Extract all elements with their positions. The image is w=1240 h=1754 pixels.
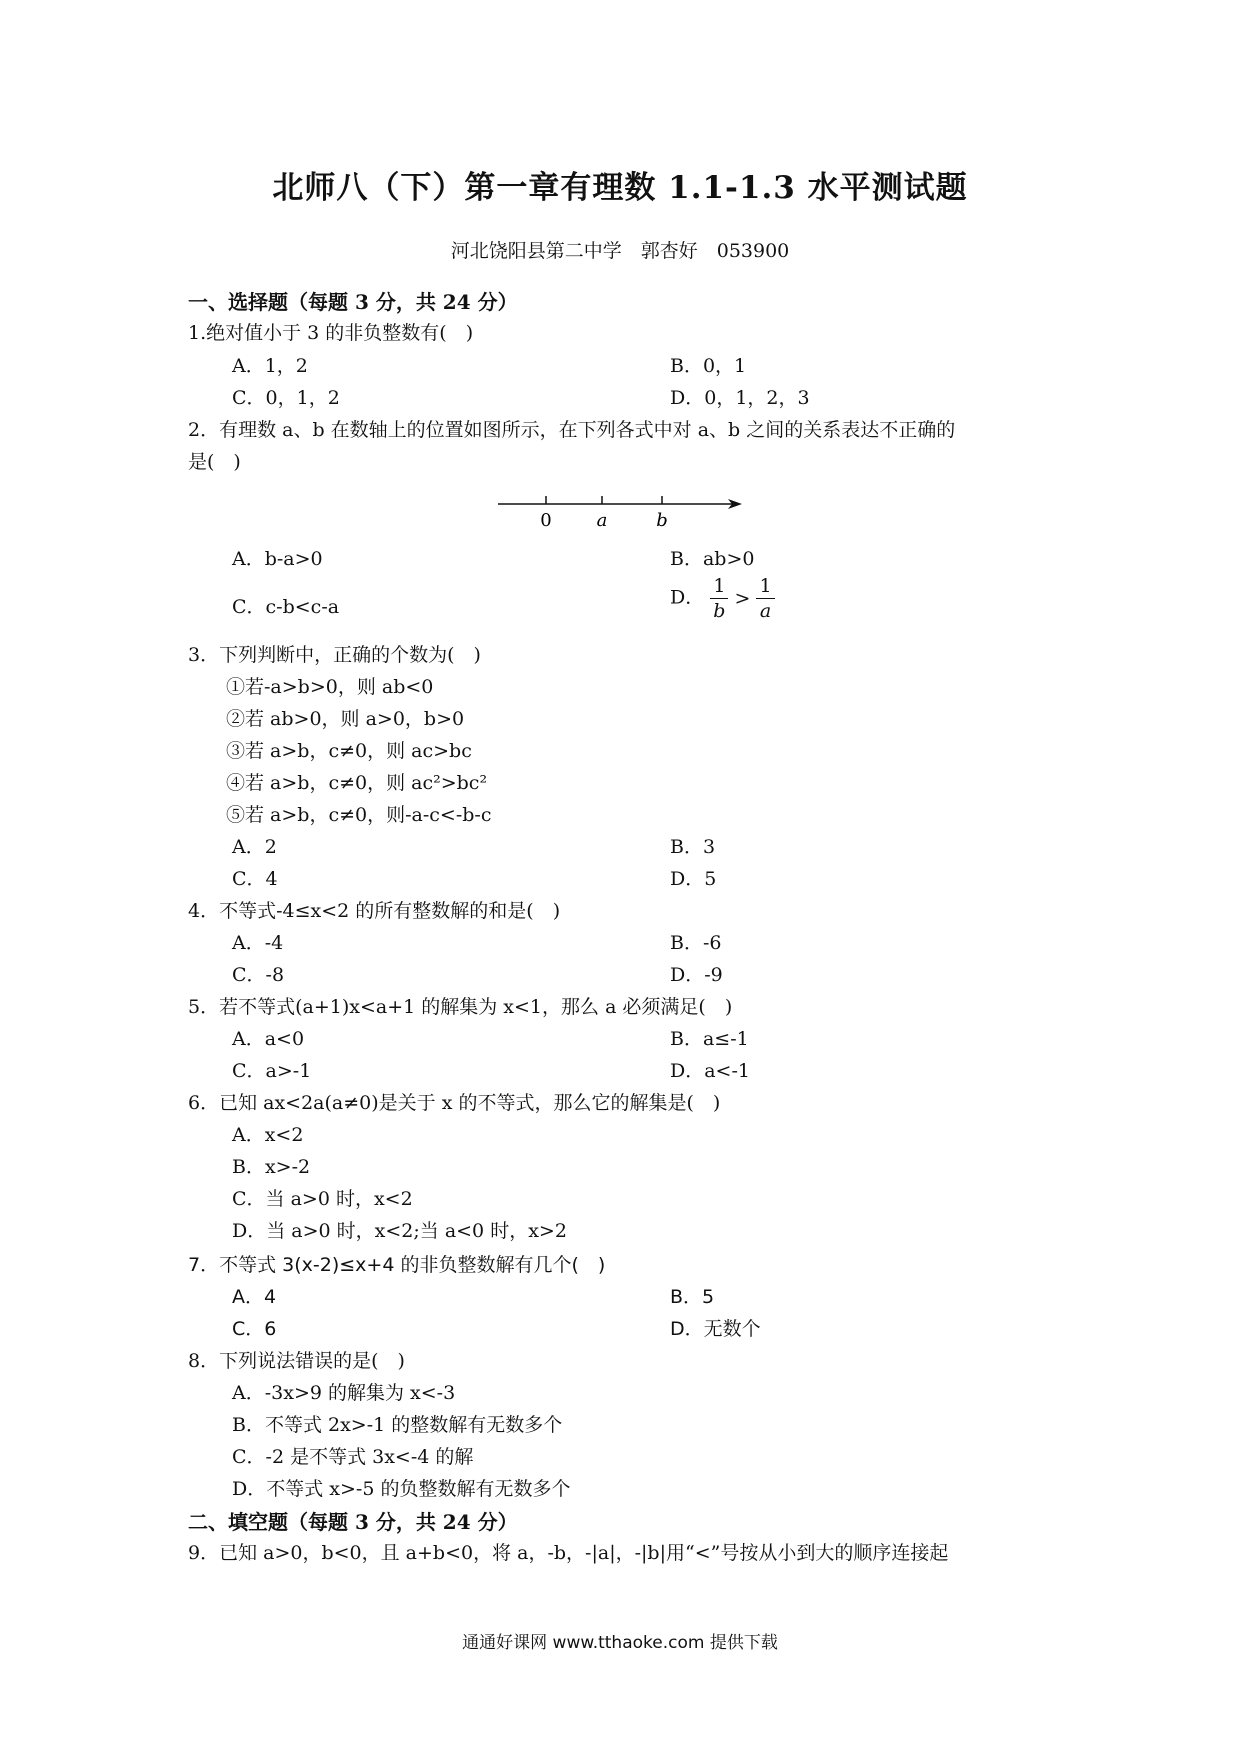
q3-statement-5: ⑤若 a>b，c≠0，则-a-c<-b-c <box>226 804 492 826</box>
greater-than-sign: > <box>734 587 751 610</box>
fraction-one-over-a <box>756 574 774 623</box>
q2-option-d-label: D． <box>670 586 705 609</box>
q3-option-c: C．4 <box>232 868 278 890</box>
question-2-line1: 2．有理数 a、b 在数轴上的位置如图所示，在下列各式中对 a、b 之间的关系表达不正确的 <box>188 419 956 441</box>
section-fill-heading: 二、填空题（每题 3 分，共 24 分） <box>188 1510 518 1534</box>
q6-option-a: A．x<2 <box>232 1124 304 1146</box>
q4-option-a: A．-4 <box>232 932 284 954</box>
q4-option-c: C．-8 <box>232 964 285 986</box>
fraction-numerator: 1 <box>756 574 774 599</box>
question-2-line2: 是( ) <box>188 451 241 473</box>
q8-option-a: A．-3x>9 的解集为 x<-3 <box>232 1382 456 1404</box>
page-title: 北师八（下）第一章有理数 1.1-1.3 水平测试题 <box>272 170 968 206</box>
question-6: 6．已知 ax<2a(a≠0)是关于 x 的不等式，那么它的解集是( ) <box>188 1092 721 1114</box>
q8-option-b: B．不等式 2x>-1 的整数解有无数多个 <box>232 1414 563 1436</box>
q3-statement-2: ②若 ab>0，则 a>0，b>0 <box>226 708 465 730</box>
q2-option-a: A．b-a>0 <box>232 548 323 570</box>
fraction-denominator: a <box>759 600 772 622</box>
question-1: 1.绝对值小于 3 的非负整数有( ) <box>188 322 474 344</box>
fraction-one-over-b <box>710 574 728 623</box>
q5-option-d: D．a<-1 <box>670 1060 750 1082</box>
q6-option-b: B．x>-2 <box>232 1156 311 1178</box>
author-line: 河北饶阳县第二中学 郭杏好 053900 <box>450 240 790 262</box>
q3-statement-4: ④若 a>b，c≠0，则 ac²>bc² <box>226 772 488 794</box>
q2-option-c: C．c-b<c-a <box>232 596 340 618</box>
q5-option-c: C．a>-1 <box>232 1060 312 1082</box>
q7-option-a: A．4 <box>232 1286 277 1308</box>
q6-option-c: C．当 a>0 时，x<2 <box>232 1188 413 1210</box>
axis-label-a: a <box>596 510 608 531</box>
question-5: 5．若不等式(a+1)x<a+1 的解集为 x<1，那么 a 必须满足( ) <box>188 996 733 1018</box>
question-3: 3．下列判断中，正确的个数为( ) <box>188 644 481 666</box>
section-choice-heading: 一、选择题（每题 3 分，共 24 分） <box>188 290 518 314</box>
q3-option-b: B．3 <box>670 836 716 858</box>
q4-option-b: B．-6 <box>670 932 722 954</box>
q5-option-a: A．a<0 <box>232 1028 305 1050</box>
q1-option-b: B．0，1 <box>670 355 747 377</box>
q7-option-d: D．无数个 <box>670 1318 761 1340</box>
fraction-numerator: 1 <box>710 574 728 599</box>
question-8: 8．下列说法错误的是( ) <box>188 1350 405 1372</box>
q2-option-d <box>670 574 775 623</box>
q3-option-d: D．5 <box>670 868 717 890</box>
q2-option-b: B．ab>0 <box>670 548 755 570</box>
axis-label-b: b <box>656 510 668 531</box>
axis-label-zero: 0 <box>540 510 552 531</box>
question-7: 7．不等式 3(x-2)≤x+4 的非负整数解有几个( ) <box>188 1254 606 1276</box>
q1-option-a: A．1，2 <box>232 355 308 377</box>
q3-option-a: A．2 <box>232 836 277 858</box>
q7-option-b: B．5 <box>670 1286 715 1308</box>
q3-statement-1: ①若-a>b>0，则 ab<0 <box>226 676 434 698</box>
q5-option-b: B．a≤-1 <box>670 1028 749 1050</box>
q6-option-d: D．当 a>0 时，x<2;当 a<0 时，x>2 <box>232 1220 567 1242</box>
question-9: 9．已知 a>0，b<0，且 a+b<0，将 a，-b，-|a|，-|b|用“<”号按从小到大的顺序连接起 <box>188 1542 949 1564</box>
q8-option-c: C．-2 是不等式 3x<-4 的解 <box>232 1446 474 1468</box>
q1-option-c: C．0，1，2 <box>232 387 340 409</box>
q1-option-d: D．0，1，2，3 <box>670 387 810 409</box>
q8-option-d: D．不等式 x>-5 的负整数解有无数多个 <box>232 1478 571 1500</box>
q4-option-d: D．-9 <box>670 964 723 986</box>
q7-option-c: C．6 <box>232 1318 277 1340</box>
fraction-denominator: b <box>713 600 726 622</box>
page-footer: 通通好课网 www.tthaoke.com 提供下载 <box>462 1633 778 1653</box>
number-line-figure <box>490 486 750 536</box>
q3-statement-3: ③若 a>b，c≠0，则 ac>bc <box>226 740 472 762</box>
question-4: 4．不等式-4≤x<2 的所有整数解的和是( ) <box>188 900 561 922</box>
